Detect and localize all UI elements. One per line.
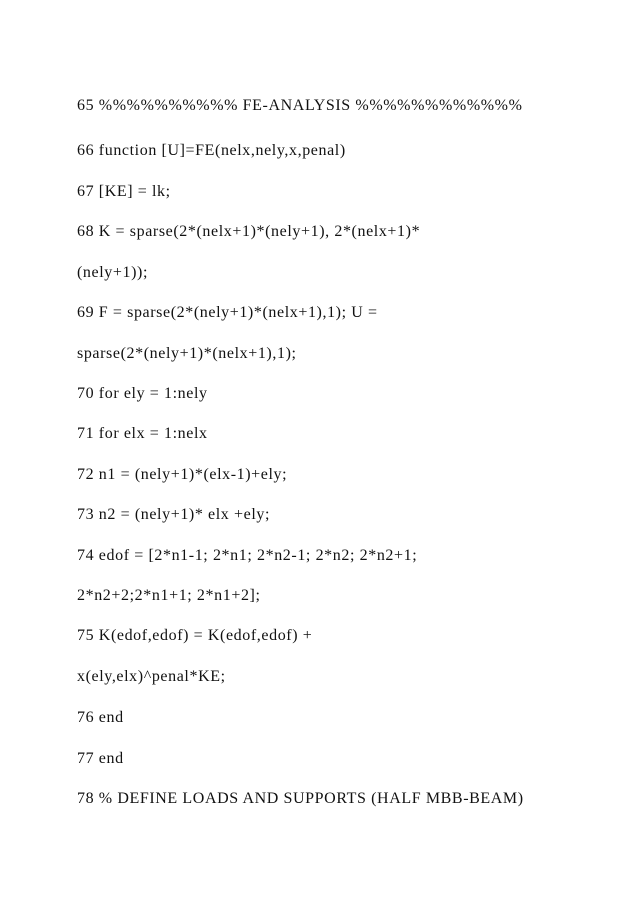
code-line-75-cont: x(ely,elx)^penal*KE; [77,668,226,685]
code-line-70: 70 for ely = 1:nely [77,385,208,402]
code-line-69-cont: sparse(2*(nely+1)*(nelx+1),1); [77,345,297,362]
code-line-75: 75 K(edof,edof) = K(edof,edof) + [77,627,313,644]
code-line-66: 66 function [U]=FE(nelx,nely,x,penal) [77,142,346,159]
code-line-67: 67 [KE] = lk; [77,183,171,200]
code-line-69: 69 F = sparse(2*(nely+1)*(nelx+1),1); U = [77,304,378,321]
code-line-74-cont: 2*n2+2;2*n1+1; 2*n1+2]; [77,587,261,604]
code-line-74: 74 edof = [2*n1-1; 2*n1; 2*n2-1; 2*n2; 2*n2+1; [77,547,418,564]
code-line-78: 78 % DEFINE LOADS AND SUPPORTS (HALF MBB-BEAM) [77,790,524,807]
code-line-77: 77 end [77,750,124,767]
code-line-68-cont: (nely+1)); [77,264,148,281]
code-line-71: 71 for elx = 1:nelx [77,425,208,442]
code-line-76: 76 end [77,709,124,726]
code-line-73: 73 n2 = (nely+1)* elx +ely; [77,506,271,523]
code-line-65: 65 %%%%%%%%%% FE-ANALYSIS %%%%%%%%%%%% [77,97,523,114]
code-line-72: 72 n1 = (nely+1)*(elx-1)+ely; [77,466,288,483]
code-line-68: 68 K = sparse(2*(nelx+1)*(nely+1), 2*(nelx+1)* [77,223,421,240]
